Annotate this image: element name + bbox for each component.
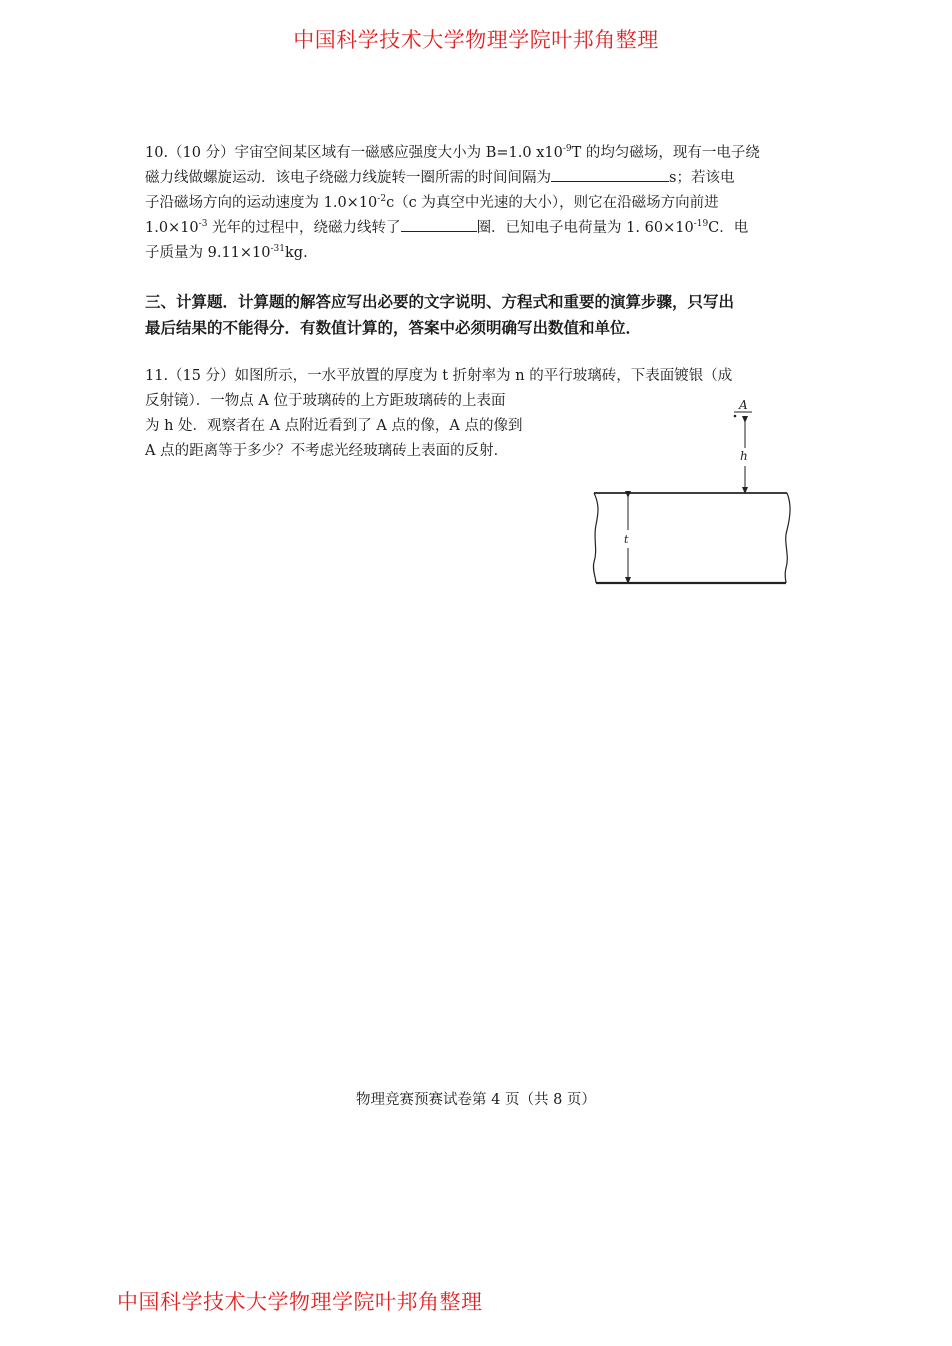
label-h: h	[740, 449, 748, 463]
question-10	[145, 141, 815, 266]
q10-text: 子质量为 9.11×10	[145, 245, 271, 261]
q10-text: kg.	[285, 245, 308, 261]
watermark-footer: 中国科学技术大学物理学院叶邦角整理	[117, 1290, 483, 1314]
page-number-footer: 物理竞赛预赛试卷第 4 页（共 8 页）	[356, 1092, 596, 1108]
section-3-line-1: 三、计算题．计算题的解答应写出必要的文字说明、方程式和重要的演算步骤，只写出	[145, 292, 735, 311]
q10-line-5	[145, 241, 815, 266]
q10-text: 圈．已知电子电荷量为 1. 60×10	[476, 220, 694, 236]
exponent: -19	[693, 219, 709, 230]
q10-text: 子沿磁场方向的运动速度为 1.0×10	[145, 195, 378, 211]
q11-line-2: 反射镜）．一物点 A 位于玻璃砖的上方距玻璃砖的上表面	[145, 393, 506, 409]
q10-text: c（c 为真空中光速的大小），则它在沿磁场方向前进	[386, 195, 719, 211]
q10-text: s；若该电	[669, 170, 735, 186]
q10-text: 1.0×10	[145, 220, 199, 236]
label-a: A	[739, 398, 748, 412]
exponent: -2	[377, 194, 387, 205]
q10-line-2	[145, 166, 815, 191]
slab-right-edge	[785, 493, 790, 583]
glass-slab-diagram	[580, 390, 795, 590]
question-11-body	[145, 389, 575, 464]
q10-text: 磁力线做螺旋运动．该电子绕磁力线旋转一圈所需的时间间隔为	[145, 170, 551, 186]
q10-text: 10.（10 分）宇宙空间某区域有一磁感应强度大小为 B=1.0 x10	[145, 145, 563, 161]
q11-line-1: 11.（15 分）如图所示，一水平放置的厚度为 t 折射率为 n 的平行玻璃砖，下表面镀银（成	[145, 368, 733, 384]
q10-line-1	[145, 141, 815, 166]
q10-text: 光年的过程中，绕磁力线转了	[207, 220, 401, 236]
q10-line-4	[145, 216, 815, 241]
q10-line-3	[145, 191, 815, 216]
q10-text: C．电	[708, 220, 749, 236]
section-3-line-2: 最后结果的不能得分．有数值计算的，答案中必须明确写出数值和单位．	[145, 318, 642, 337]
slab-left-edge	[593, 493, 598, 583]
section-3-heading	[145, 289, 815, 341]
answer-blank-period[interactable]	[551, 166, 669, 182]
label-t: t	[624, 533, 629, 546]
q10-text: T 的均匀磁场，现有一电子绕	[571, 145, 760, 161]
glass-slab-figure	[580, 390, 795, 594]
q11-line-3: 为 h 处．观察者在 A 点附近看到了 A 点的像，A 点的像到	[145, 418, 523, 434]
q11-line-4: A 点的距离等于多少？不考虑光经玻璃砖上表面的反射．	[145, 443, 509, 459]
point-a	[734, 415, 737, 418]
exponent: -3	[198, 219, 208, 230]
exponent: -31	[270, 244, 285, 255]
exponent: -9	[562, 144, 572, 155]
answer-blank-turns[interactable]	[401, 216, 477, 232]
watermark-header: 中国科学技术大学物理学院叶邦角整理	[293, 28, 659, 52]
